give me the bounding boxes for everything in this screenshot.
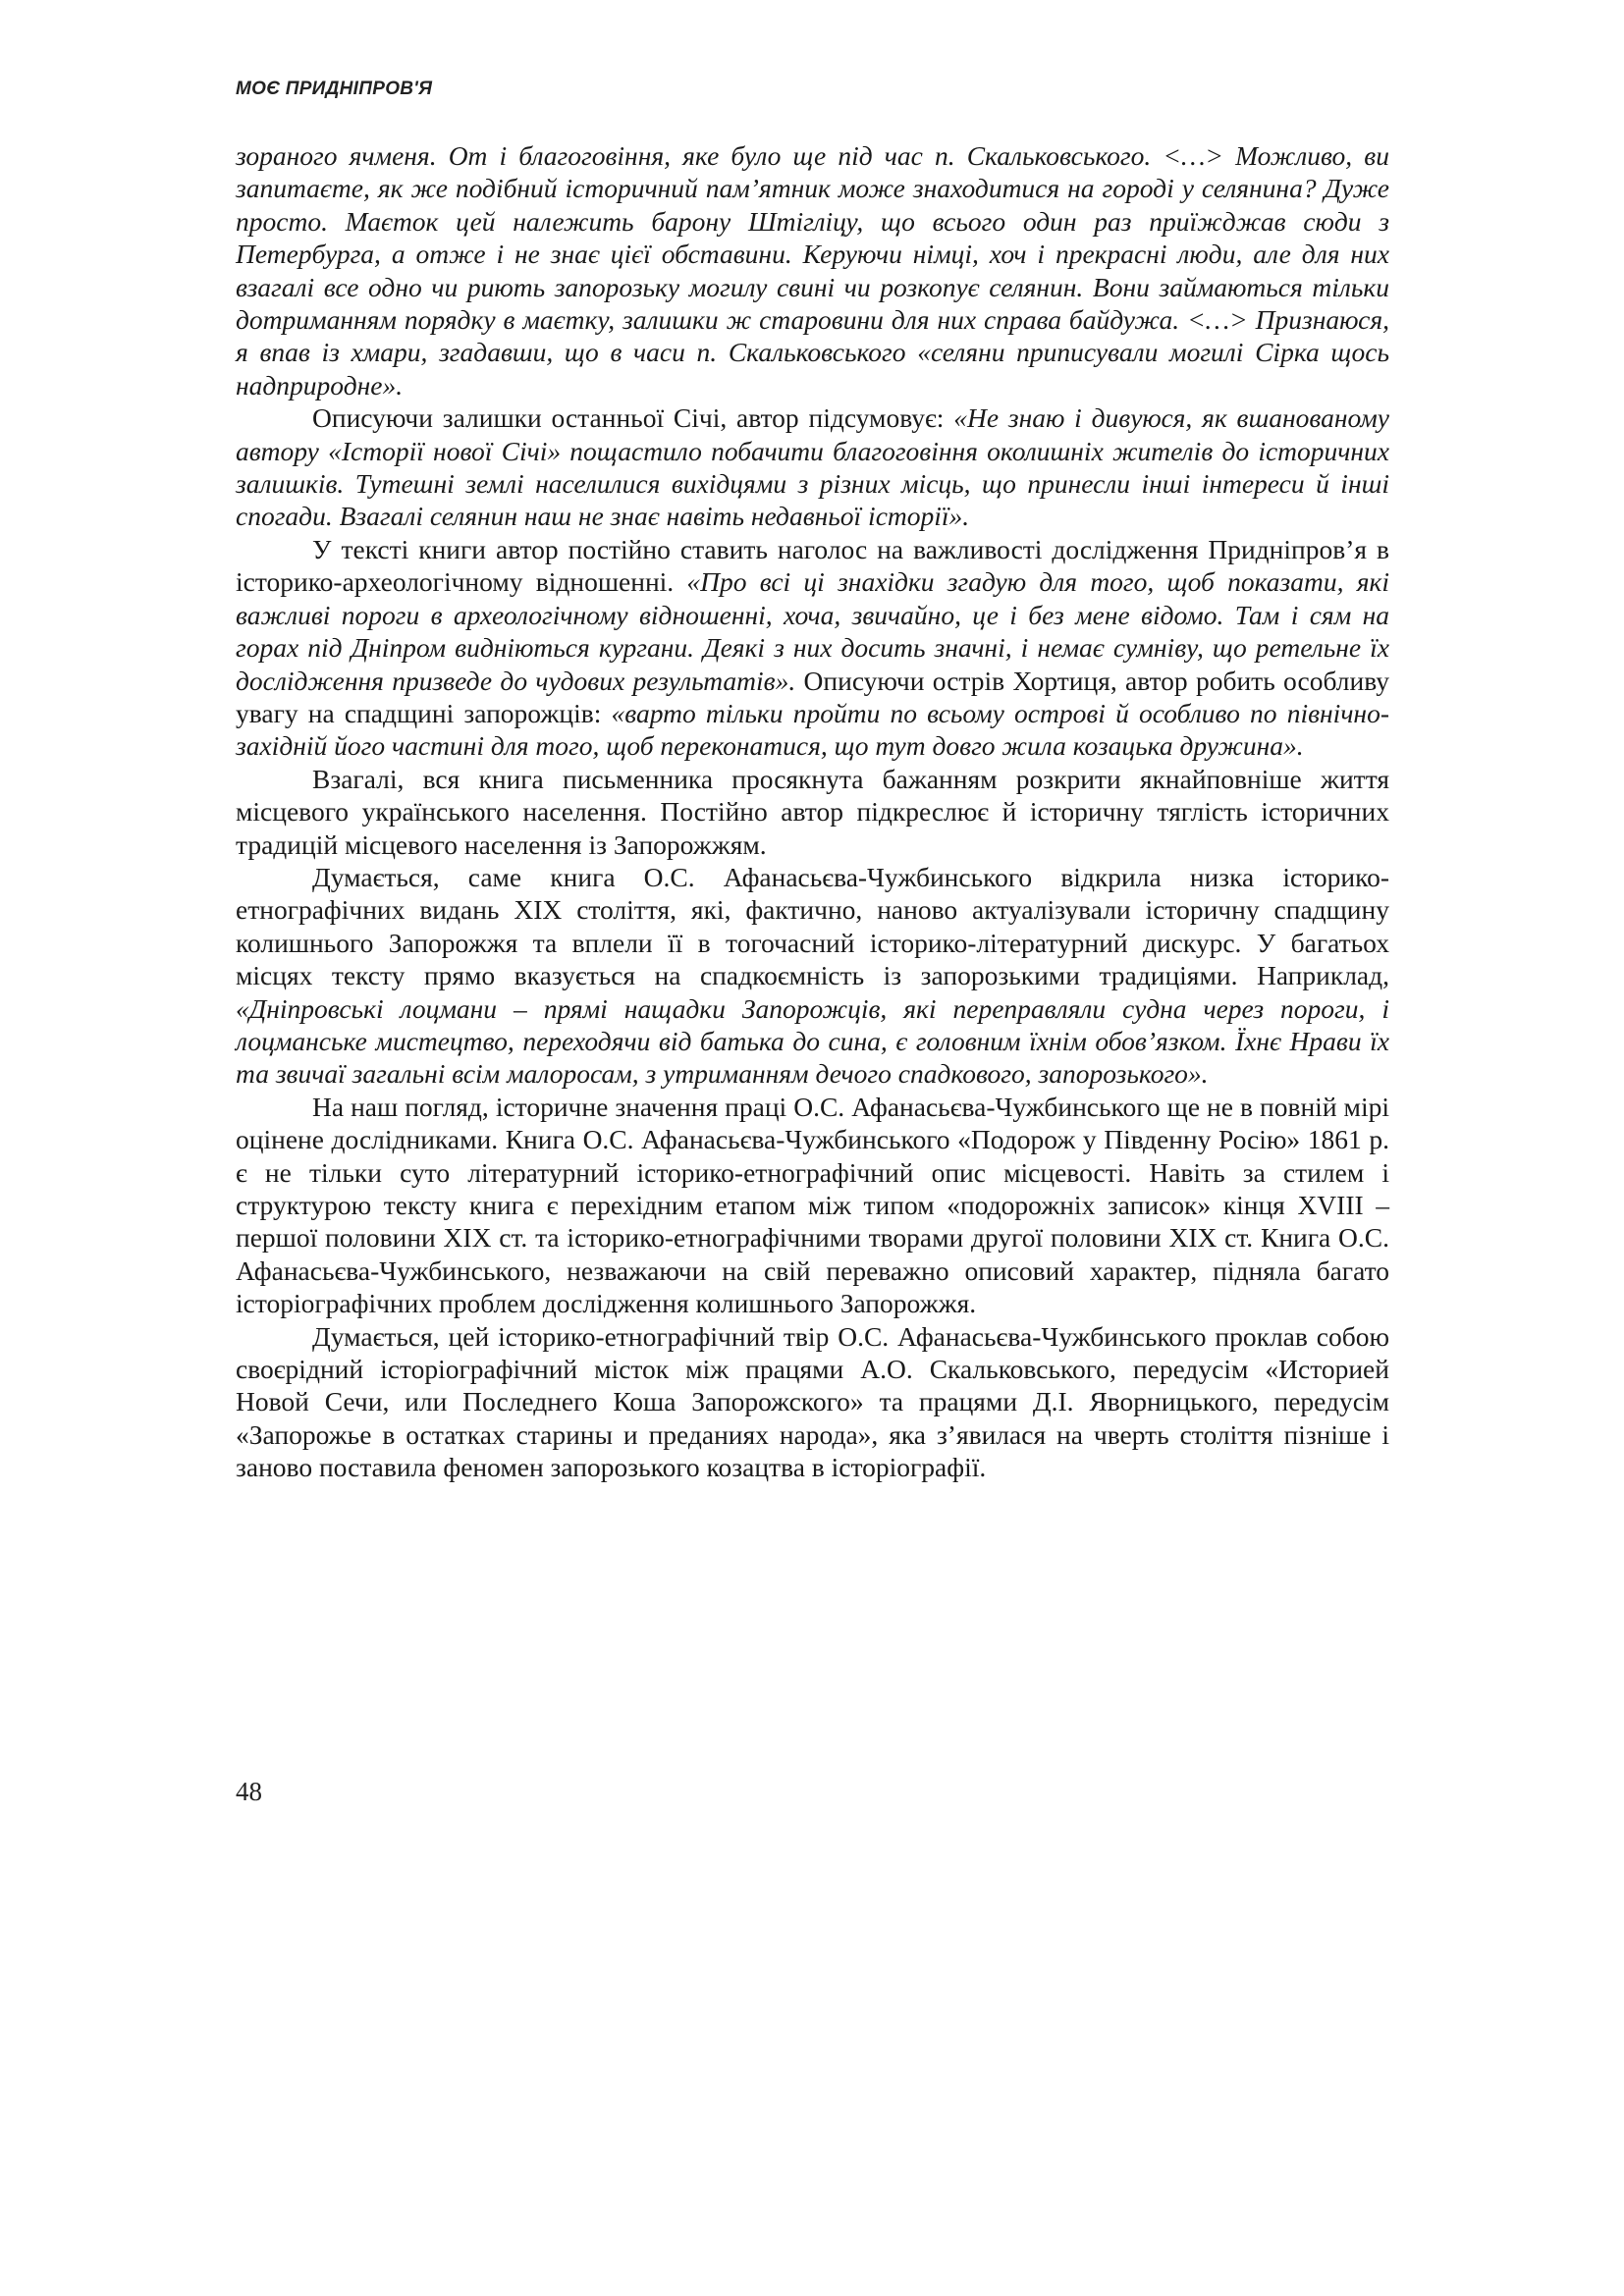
- paragraph: [236, 139, 1389, 401]
- paragraph: [236, 861, 1389, 1091]
- quotation-text: «Про всі ці знахідки згадую для того, щоб показати, які важливі пороги в археологічному відношенні, хоча, звичайно, це і без мене відомо. Там і сям на горах під Дніпром видніються кургани. Деякі з них досить значні, і немає сумніву, що ретельне їх дослідження призведе до чудових результатів».: [236, 566, 1390, 696]
- quotation-text: «Не знаю і дивуюся, як вшанованому автору «Історії нової Січі» пощастило побачити благоговіння околишніх жителів до історичних залишків. Тутешні землі населилися вихідцями з різних місць, що принесли інші інтереси й інші спогади. Взагалі селянин наш не знає навіть недавньої історії».: [236, 402, 1389, 532]
- paragraph: [236, 763, 1389, 861]
- paragraph-text: Описуючи залишки останньої Січі, автор підсумовує:: [312, 402, 954, 434]
- paragraph: [236, 1320, 1389, 1484]
- quotation-text: «варто тільки пройти по всьому острові й особливо по північно-західній його частині для того, щоб переконатися, що тут довго жила козацька дружина».: [236, 697, 1389, 762]
- paragraph: [236, 533, 1389, 763]
- paragraph: [236, 401, 1389, 533]
- quotation-text: зораного ячменя. От і благоговіння, яке було ще під час п. Скальковського. <…> Можливо, ви запитаєте, як же подібний історичний пам’ятник може знаходитися на городі у селянина? Дуже просто. Маєток цей належить барону Штігліцу, що всього один раз приїжджав сюди з Петербурга, а отже і не знає цієї обставини. Керуючи німці, хоч і прекрасні люди, але для них взагалі все одно чи риють запорозьку могилу свині чи розкопує селянин. Вони займаються тільки дотриманням порядку в маєтку, залишки ж старовини для них справа байдужа. <…> Признаюся, я впав із хмари, згадавши, що в часи п. Скальковського «селяни приписували могилі Сірка щось надприродне».: [236, 140, 1389, 400]
- paragraph-text: На наш погляд, історичне значення праці О.С. Афанасьєва-Чужбинського ще не в повній мірі оцінене дослідниками. Книга О.С. Афанасьєва-Чужбинського «Подорож у Південну Росію» 1861 р. є не тільки суто літературний історико-етнографічний опис місцевості. Навіть за стилем і структурою тексту книга є перехідним етапом між типом «подорожніх записок» кінця XVIII – першої половини ХІХ ст. та історико-етнографічними творами другої половини ХІХ ст. Книга О.С. Афанасьєва-Чужбинського, незважаючи на свій переважно описовий характер, підняла багато історіографічних проблем дослідження колишнього Запорожжя.: [236, 1091, 1389, 1319]
- paragraph-text: Думається, цей історико-етнографічний твір О.С. Афанасьєва-Чужбинського проклав собою своєрідний історіографічний місток між працями А.О. Скальковського, передусім «Историей Новой Сечи, или Последнего Коша Запорожского» та працями Д.І. Яворницького, передусім «Запорожье в остатках старины и преданиях народа», яка з’явилася на чверть століття пізніше і заново поставила феномен запорозького козацтва в історіографії.: [236, 1320, 1389, 1483]
- running-head: МОЄ ПРИДНІПРОВ'Я: [236, 79, 433, 99]
- paragraph-text: Думається, саме книга О.С. Афанасьєва-Чужбинського відкрила низка історико-етнографічних видань ХІХ століття, які, фактично, наново актуалізували історичну спадщину колишнього Запорожжя та вплели її в тогочасний історико-літературний дискурс. У багатьох місцях тексту прямо вказується на спадкоємність із запорозькими традиціями. Наприклад,: [236, 861, 1389, 991]
- page-number: 48: [236, 1777, 262, 1806]
- paragraph-text: Описуючи острів Хортиця, автор робить особливу увагу на спадщині запорожців:: [236, 665, 1389, 728]
- quotation-text: «Дніпровські лоцмани – прямі нащадки Запорожців, які переправляли судна через пороги, і лоцманське мистецтво, переходячи від батька до сина, є головним їхнім обов’язком. Їхнє Нрави їх та звичаї загальні всім малоросам, з утриманням дечого спадкового, запорозького».: [236, 992, 1389, 1090]
- paragraph: [236, 1091, 1389, 1320]
- paragraph-text: У тексті книги автор постійно ставить наголос на важливості дослідження Придніпров’я в історико-археологічному відношенні.: [236, 533, 1389, 598]
- body-text: [236, 139, 1389, 1484]
- paragraph-text: Взагалі, вся книга письменника просякнута бажанням розкрити якнайповніше життя місцевого українського населення. Постійно автор підкреслює й історичну тяглість історичних традицій місцевого населення із Запорожжям.: [236, 763, 1389, 860]
